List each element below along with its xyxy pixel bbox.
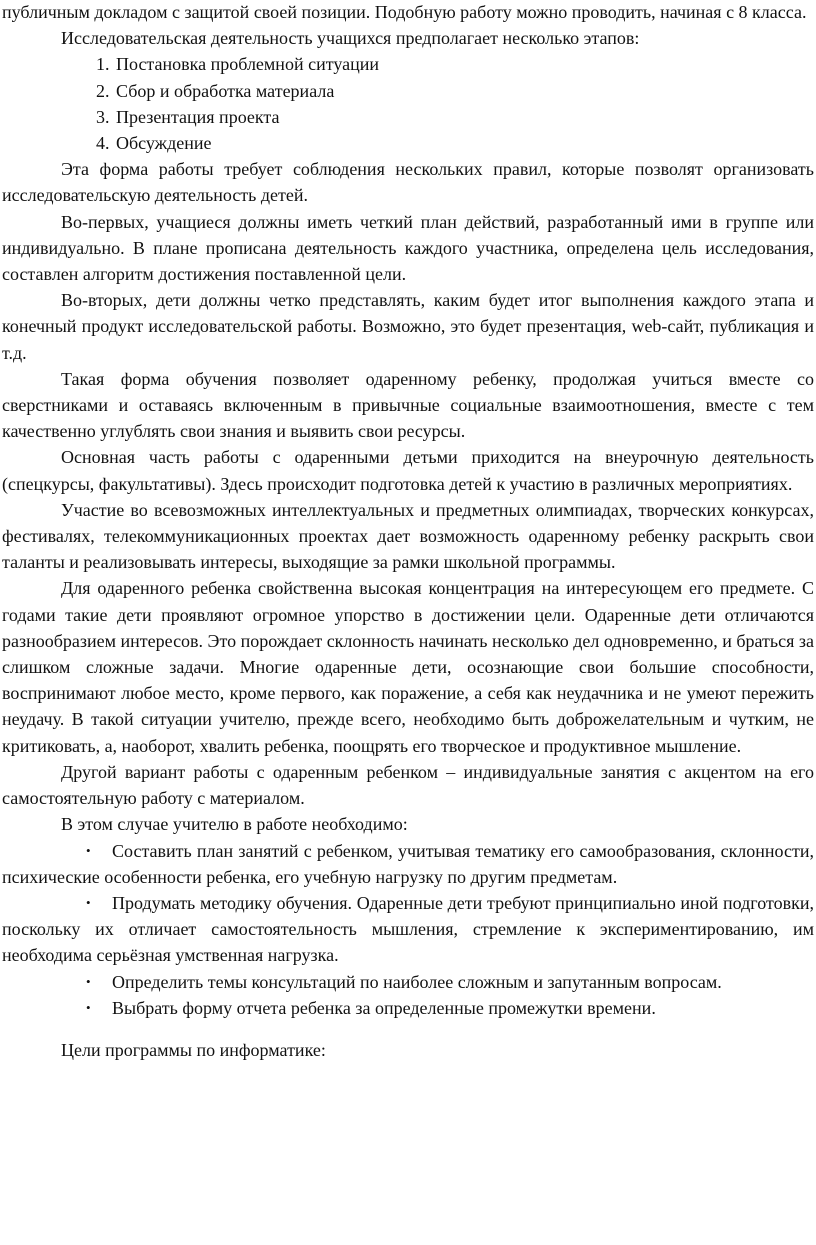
tasks-list	[2, 838, 814, 1021]
paragraph: Для одаренного ребенка свойственна высокая концентрация на интересующем его предмете. С годами такие дети проявляют огромное упорство в достижении цели. Одаренные дети отличаются разнообразием интересов. Это порождает склонность начинать несколько дел одновременно, и браться за слишком сложные задачи. Многие одаренные дети, осознающие свои большие способности, воспринимают любое место, кроме первого, как поражение, а себя как неудачника и не умеют пережить неудачу. В такой ситуации учителю, прежде всего, необходимо быть доброжелательным и чутким, не критиковать, а, наоборот, хвалить ребенка, поощрять его творческое и продуктивное мышление.	[2, 578, 814, 756]
list-item	[2, 838, 814, 890]
list-item: 2. Сбор и обработка материала	[114, 78, 814, 104]
section-heading: Цели программы по информатике:	[61, 1039, 326, 1060]
list-item-text: Составить план занятий с ребенком, учитывая тематику его самообразования, склонности, психические особенности ребенка, его учебную нагрузку по другим предметам.	[2, 840, 814, 887]
paragraph: публичным докладом с защитой своей позиции. Подобную работу можно проводить, начиная с 8 класса.	[2, 2, 807, 22]
list-item	[2, 995, 814, 1021]
list-item: 4. Обсуждение	[114, 130, 814, 156]
bullet-icon: •	[86, 999, 91, 1015]
paragraph: Такая форма обучения позволяет одаренному ребенку, продолжая учиться вместе со сверстниками и оставаясь включенным в привычные социальные взаимоотношения, вместе с тем качественно углублять свои знания и выявить свои ресурсы.	[2, 368, 814, 442]
list-item-text: Определить темы консультаций по наиболее сложным и запутанным вопросам.	[112, 971, 722, 992]
list-item: 3. Презентация проекта	[114, 104, 814, 130]
paragraph: Во-первых, учащиеся должны иметь четкий план действий, разработанный ими в группе или индивидуально. В плане прописана деятельность каждого участника, определена цель исследования, составлен алгоритм достижения поставленной цели.	[2, 211, 814, 285]
paragraph: Во-вторых, дети должны четко представлять, каким будет итог выполнения каждого этапа и конечный продукт исследовательской работы. Возможно, это будет презентация, web-сайт, публикация и т.д.	[2, 290, 814, 363]
list-item: 1. Постановка проблемной ситуации	[114, 51, 814, 77]
paragraph: В этом случае учителю в работе необходимо:	[61, 814, 408, 835]
spacer	[2, 1021, 814, 1037]
paragraph: Исследовательская деятельность учащихся предполагает несколько этапов:	[61, 28, 640, 49]
stages-list	[2, 51, 814, 156]
paragraph: Эта форма работы требует соблюдения нескольких правил, которые позволят организовать исследовательскую деятельность детей.	[2, 159, 814, 206]
list-item-text: Продумать методику обучения. Одаренные дети требуют принципиально иной подготовки, поскольку их отличает самостоятельность мышления, стремление к экспериментированию, им необходима серьёзная умственная нагрузка.	[2, 892, 814, 966]
bullet-icon: •	[86, 973, 91, 989]
bullet-icon: •	[86, 842, 91, 858]
list-item	[2, 969, 814, 995]
paragraph: Другой вариант работы с одаренным ребенком – индивидуальные занятия с акцентом на его самостоятельную работу с материалом.	[2, 761, 814, 809]
bullet-icon: •	[86, 894, 91, 910]
paragraph: Участие во всевозможных интеллектуальных и предметных олимпиадах, творческих конкурсах, фестивалях, телекоммуникационных проектах дает возможность одаренному ребенку раскрыть свои таланты и реализовывать интересы, выходящие за рамки школьной программы.	[2, 499, 814, 573]
list-item	[2, 890, 814, 969]
paragraph: Основная часть работы с одаренными детьми приходится на внеурочную деятельность (спецкурсы, факультативы). Здесь происходит подготовка детей к участию в различных мероприятиях.	[2, 447, 814, 494]
list-item-text: Выбрать форму отчета ребенка за определенные промежутки времени.	[112, 997, 656, 1018]
